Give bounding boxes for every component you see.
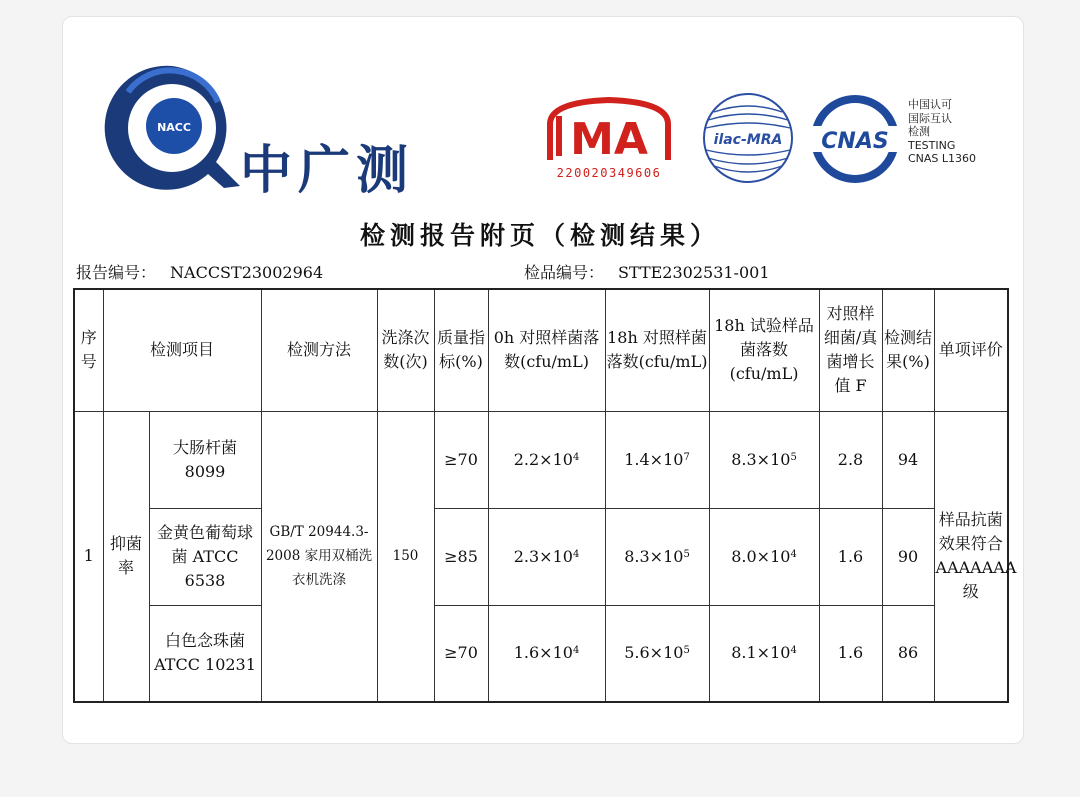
report-number-value: NACCST23002964 (170, 263, 324, 282)
results-table (73, 288, 1017, 703)
brand-name: 中广测 (240, 141, 415, 201)
header-row (74, 289, 1008, 411)
sample-number-label: 检品编号： (524, 263, 605, 282)
table-row (74, 411, 1008, 508)
result-cell: 94 (882, 411, 934, 508)
header-growth: 对照样细菌/真菌增长值 F (819, 289, 882, 411)
header-washes: 洗涤次数(次) (377, 289, 434, 411)
t18-cell: $8.0\times 10^4$ (709, 508, 819, 605)
sample-number-value: STTE2302531-001 (618, 263, 770, 282)
result-cell: 90 (882, 508, 934, 605)
sample-number (524, 260, 770, 283)
cnas-caption (908, 98, 976, 166)
cnas-line: CNAS L1360 (908, 152, 977, 165)
c18-cell: $1.4\times 10^7$ (605, 411, 709, 508)
t18-cell: $8.3\times 10^5$ (709, 411, 819, 508)
page-title: 检测报告附页（检测结果） (359, 221, 720, 250)
evaluation-cell: 样品抗菌效果符合AAAAAAA级 (934, 411, 1008, 702)
seq-cell: 1 (74, 411, 103, 702)
growth-cell: 2.8 (819, 411, 882, 508)
table-row (74, 605, 1008, 702)
cma-number: 220020349606 (556, 166, 662, 180)
c0-cell: $2.3\times 10^4$ (488, 508, 605, 605)
header-quality: 质量指标(%) (434, 289, 488, 411)
ilac-mra-seal (700, 90, 796, 186)
c0-cell: $2.2\times 10^4$ (488, 411, 605, 508)
c0-cell: $1.6\times 10^4$ (488, 605, 605, 702)
cnas-line: 国际互认 (908, 111, 952, 125)
header-seq: 序号 (74, 289, 103, 411)
c18-cell: $5.6\times 10^5$ (605, 605, 709, 702)
cma-label: MA (570, 114, 648, 165)
washes-cell: 150 (377, 411, 434, 702)
quality-cell: ≥70 (434, 411, 488, 508)
ilac-label: ilac-MRA (713, 132, 783, 148)
organism-cell: 白色念珠菌 ATCC 10231 (149, 605, 261, 702)
header-item: 检测项目 (103, 289, 261, 411)
header-method: 检测方法 (261, 289, 377, 411)
result-cell: 86 (882, 605, 934, 702)
cnas-line: 中国认可 (908, 98, 952, 111)
organism-cell: 金黄色葡萄球菌 ATCC 6538 (149, 508, 261, 605)
cnas-label: CNAS (821, 129, 889, 154)
growth-cell: 1.6 (819, 508, 882, 605)
logo-badge: NACC (157, 121, 191, 134)
cnas-line: TESTING (908, 138, 956, 152)
report-number-label: 报告编号： (76, 263, 157, 282)
header-result: 检测结果(%) (882, 289, 934, 411)
growth-cell: 1.6 (819, 605, 882, 702)
quality-cell: ≥70 (434, 605, 488, 702)
header-0h-control: 0h 对照样菌落数(cfu/mL) (488, 289, 605, 411)
method-cell: GB/T 20944.3-2008 家用双桶洗衣机洗涤 (261, 411, 377, 702)
category-cell: 抑菌率 (103, 411, 149, 702)
cnas-line: 检测 (908, 125, 930, 138)
cnas-seal (808, 92, 902, 186)
report-number (76, 260, 323, 283)
c18-cell: $8.3\times 10^5$ (605, 508, 709, 605)
header-18h-control: 18h 对照样菌落数(cfu/mL) (605, 289, 709, 411)
header-18h-test: 18h 试验样品菌落数(cfu/mL) (709, 289, 819, 411)
table-row (74, 508, 1008, 605)
t18-cell: $8.1\times 10^4$ (709, 605, 819, 702)
header-evaluation: 单项评价 (934, 289, 1008, 411)
organism-cell: 大肠杆菌 8099 (149, 411, 261, 508)
quality-cell: ≥85 (434, 508, 488, 605)
